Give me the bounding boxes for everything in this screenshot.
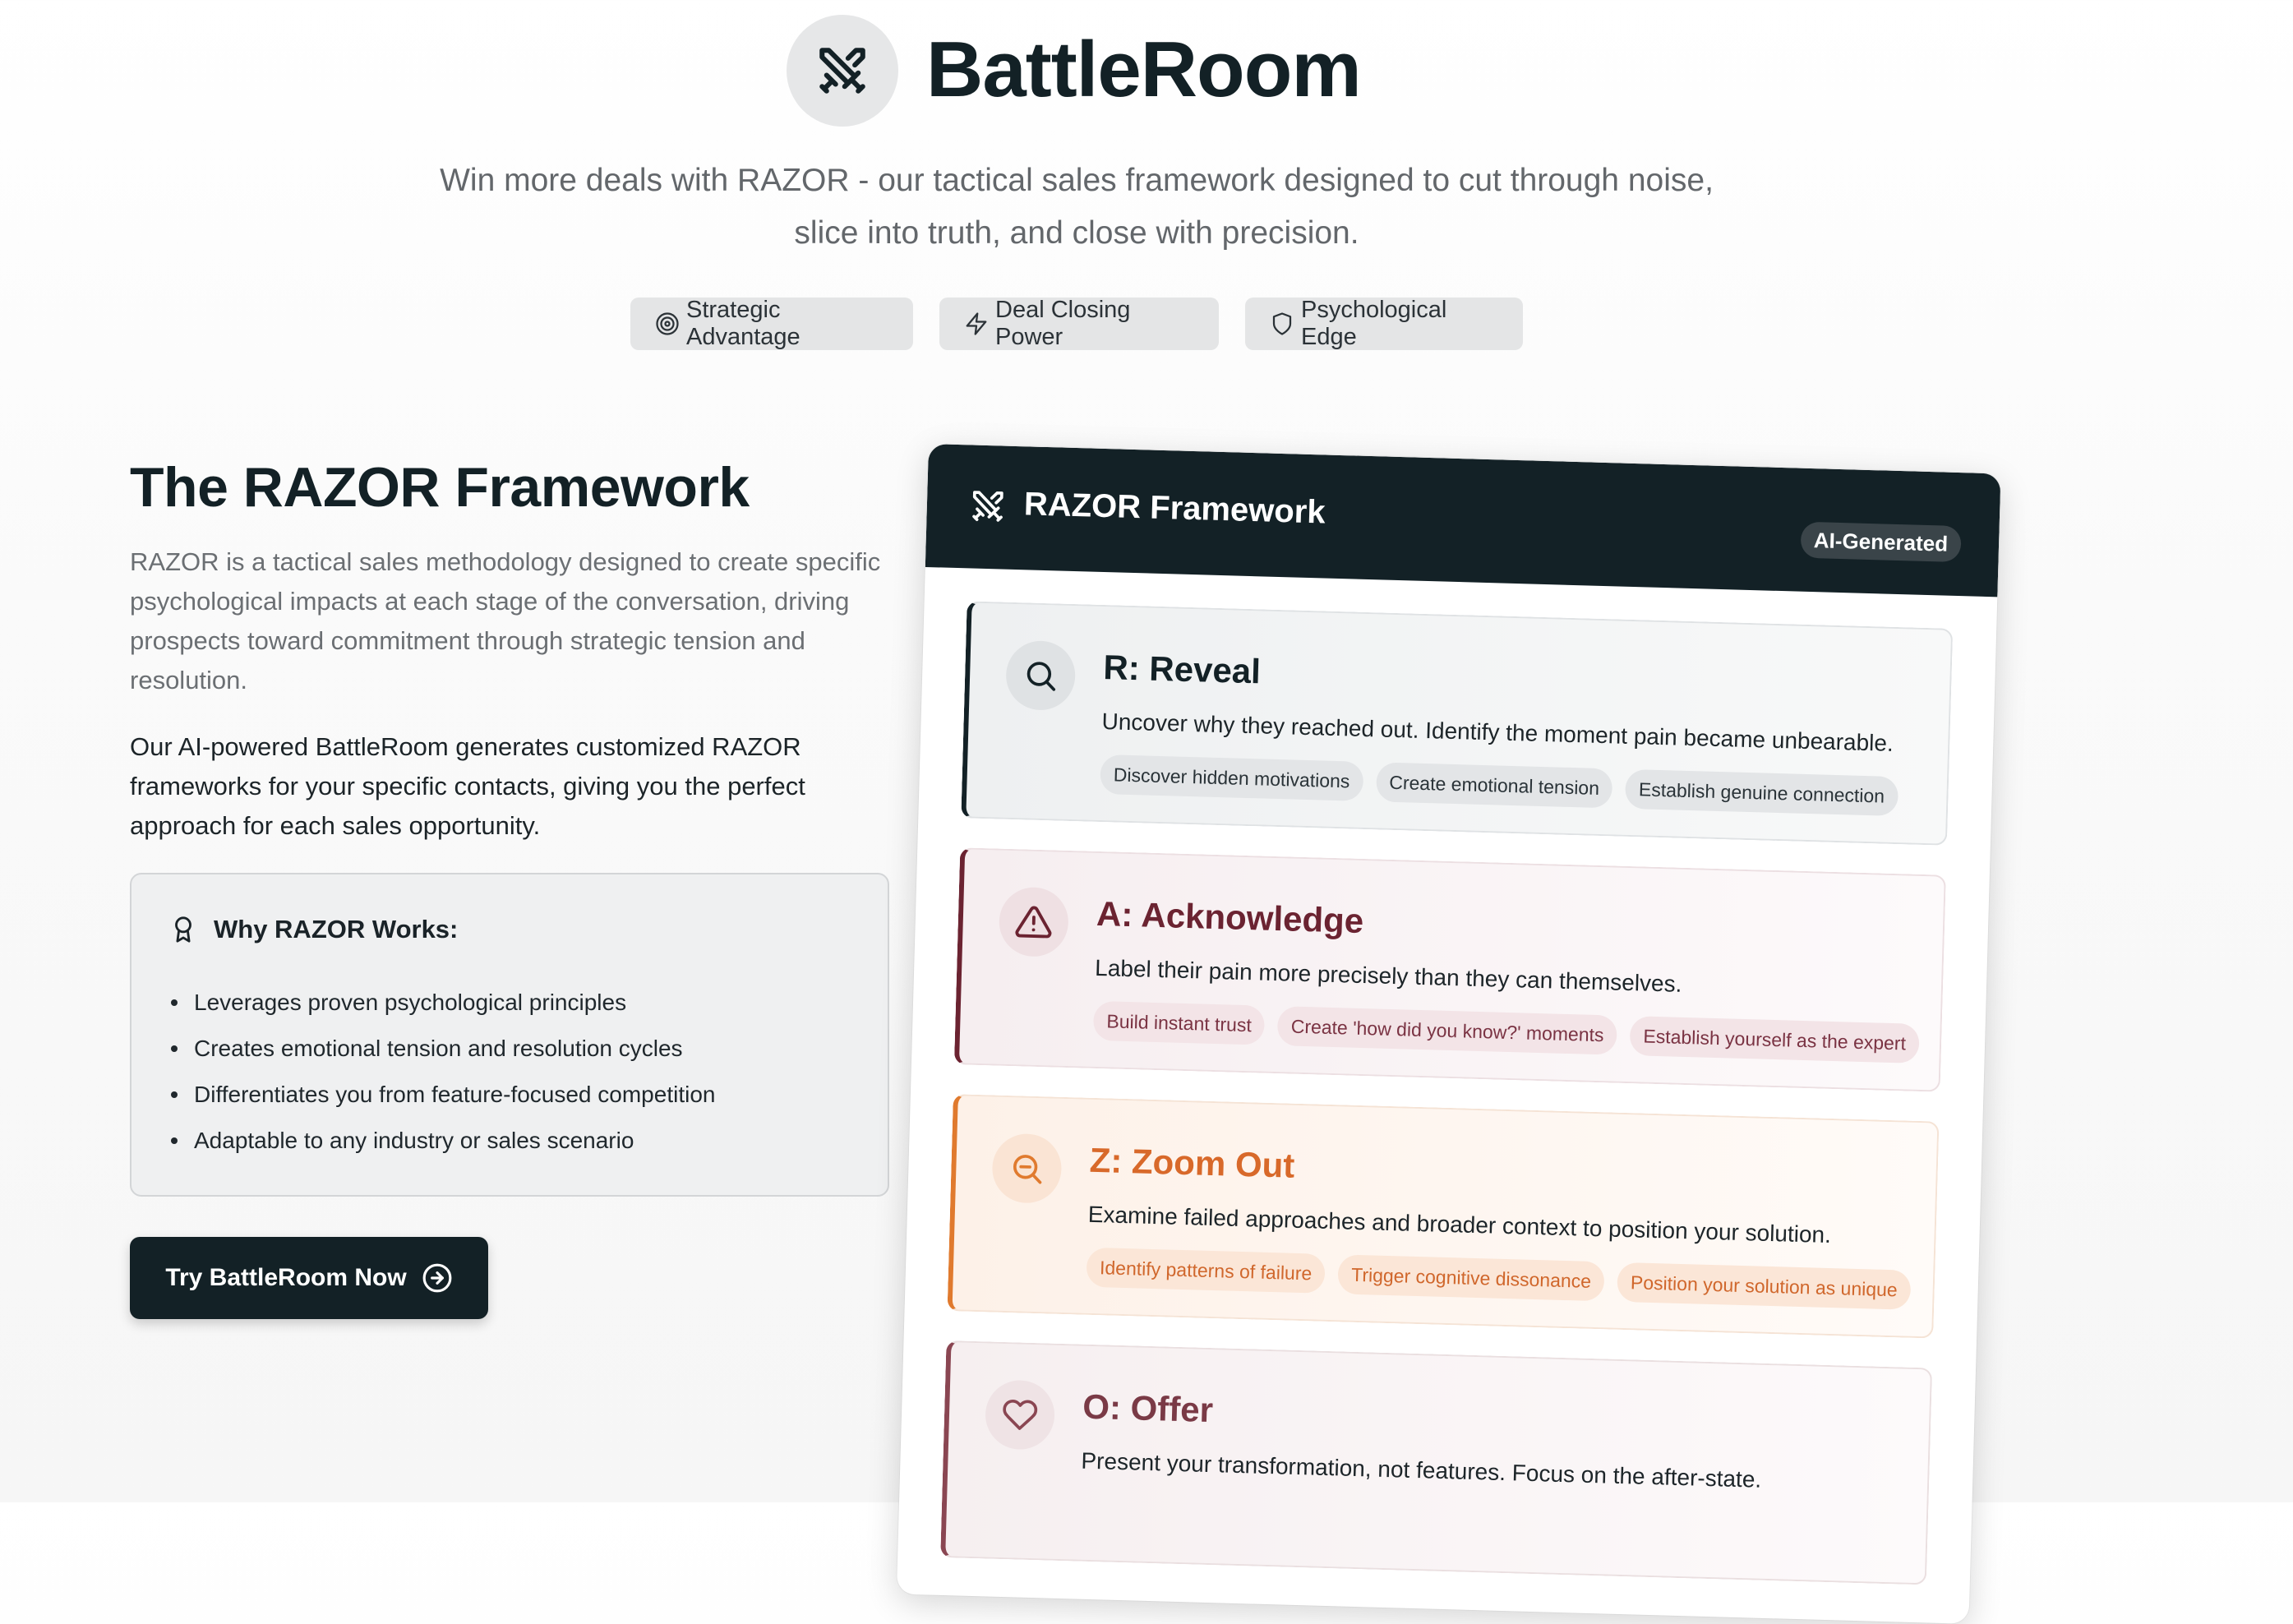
section-title: The RAZOR Framework (130, 452, 750, 523)
why-razor-title: Why RAZOR Works: (214, 915, 458, 944)
tag: Build instant trust (1093, 1001, 1266, 1045)
arrow-circle-right-icon (422, 1262, 453, 1294)
crossed-swords-icon (815, 44, 870, 98)
step-description: Examine failed approaches and broader context to position your solution. (1087, 1202, 1831, 1248)
step-zoom-out (948, 1094, 1940, 1338)
target-icon (655, 311, 680, 336)
razor-framework-card (897, 444, 2001, 1624)
hero-subtitle-line-2: slice into truth, and close with precision. (345, 207, 1808, 260)
zoom-out-icon (1008, 1150, 1045, 1187)
list-item: Adaptable to any industry or sales scenario (171, 1118, 715, 1164)
step-offer (940, 1340, 1932, 1585)
ai-generated-badge: AI-Generated (1800, 522, 1961, 562)
step-tags (1086, 1248, 1911, 1310)
card-header (925, 444, 2001, 597)
hero-subtitle-line-1: Win more deals with RAZOR - our tactical sales framework designed to cut through noise, (345, 155, 1808, 207)
step-description: Uncover why they reached out. Identify the moment pain became unbearable. (1101, 708, 1894, 757)
cta-label: Try BattleRoom Now (165, 1264, 406, 1292)
step-icon-badge (1005, 640, 1076, 711)
step-tags (1093, 1001, 1920, 1063)
brand-logo (787, 15, 898, 127)
why-razor-header (169, 914, 458, 945)
tag: Create emotional tension (1376, 762, 1613, 808)
tag: Create 'how did you know?' moments (1277, 1006, 1617, 1055)
razor-framework-preview (897, 444, 2001, 1624)
award-ribbon-icon (169, 914, 197, 945)
step-acknowledge (954, 847, 1946, 1091)
card-title: RAZOR Framework (1023, 486, 1326, 531)
warning-triangle-icon (1014, 902, 1053, 941)
tag: Establish yourself as the expert (1630, 1016, 1920, 1063)
pill-deal-closing-power (939, 298, 1219, 350)
intro-paragraph: RAZOR is a tactical sales methodology designed to create specific psychological impacts at each stage of the conversation, driving prospects toward commitment through strategic tension and resolution. (130, 542, 902, 700)
hero-subtitle (345, 155, 1808, 260)
tag: Trigger cognitive dissonance (1338, 1254, 1605, 1301)
tag: Position your solution as unique (1617, 1262, 1911, 1310)
list-item: Differentiates you from feature-focused competition (171, 1072, 715, 1118)
step-title: R: Reveal (1103, 648, 1262, 691)
list-item: Creates emotional tension and resolution cycles (171, 1026, 715, 1072)
step-tags (1100, 754, 1899, 816)
pill-strategic-advantage (630, 298, 913, 350)
shield-icon (1270, 311, 1294, 336)
step-title: A: Acknowledge (1096, 894, 1363, 941)
pill-label: Psychological Edge (1301, 297, 1498, 351)
tag: Identify patterns of failure (1086, 1248, 1325, 1294)
search-icon (1022, 657, 1059, 694)
step-description: Label their pain more precisely than they can themselves. (1095, 955, 1682, 998)
step-description: Present your transformation, not features. Focus on the after-state. (1081, 1448, 1762, 1493)
pill-label: Strategic Advantage (686, 297, 888, 351)
tag: Establish genuine connection (1625, 769, 1898, 816)
step-icon-badge (999, 887, 1069, 957)
step-icon-badge (991, 1133, 1062, 1204)
ai-paragraph: Our AI-powered BattleRoom generates customized RAZOR frameworks for your specific contacts, giving you the perfect approach for each sales opportunity. (130, 727, 894, 846)
try-battleroom-button[interactable] (130, 1237, 488, 1319)
lightning-icon (964, 311, 989, 336)
crossed-swords-icon (969, 487, 1006, 524)
heart-icon (1001, 1396, 1038, 1433)
step-reveal (961, 601, 1953, 845)
why-razor-box (130, 873, 889, 1197)
why-razor-list (171, 980, 715, 1164)
step-title: O: Offer (1082, 1387, 1214, 1430)
pill-psychological-edge (1245, 298, 1523, 350)
tag: Discover hidden motivations (1100, 754, 1363, 801)
step-title: Z: Zoom Out (1089, 1141, 1295, 1186)
list-item: Leverages proven psychological principles (171, 980, 715, 1026)
app-title: BattleRoom (926, 25, 1361, 115)
step-icon-badge (985, 1379, 1055, 1450)
pill-label: Deal Closing Power (995, 297, 1194, 351)
